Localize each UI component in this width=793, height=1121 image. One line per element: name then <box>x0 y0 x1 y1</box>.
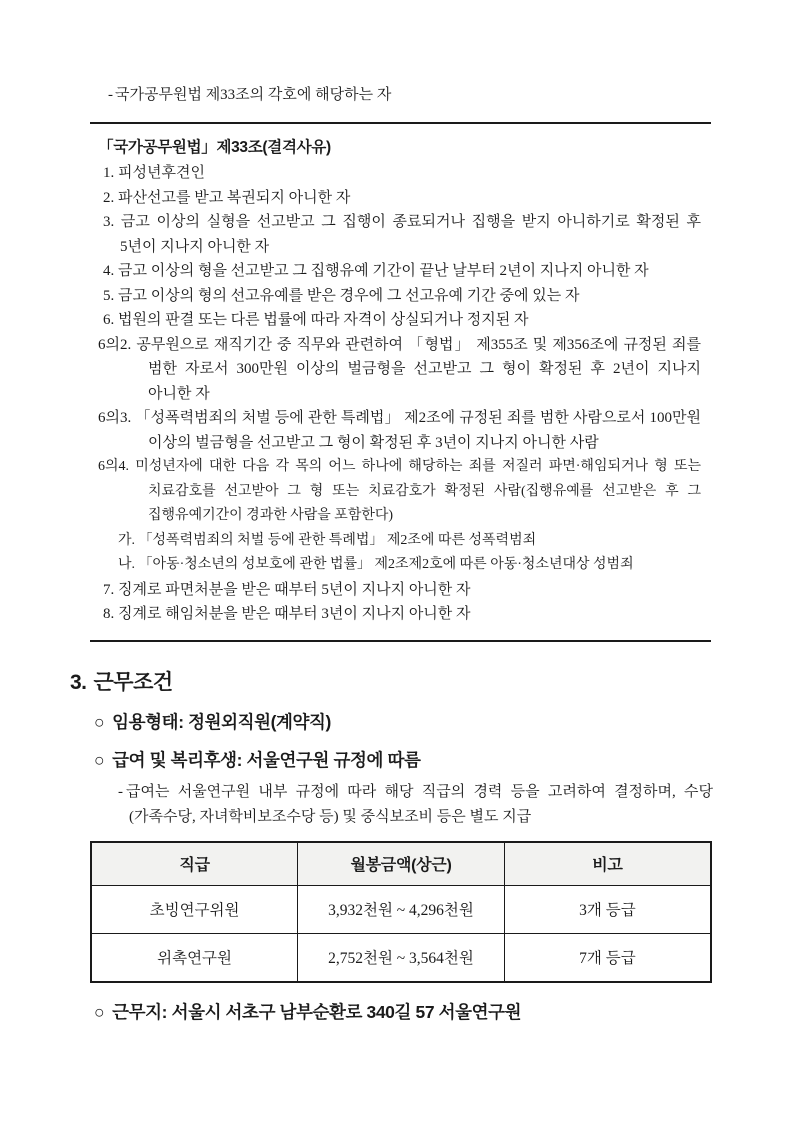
salary-table-header-cell: 비고 <box>504 842 711 886</box>
law-item: 2. 파산선고를 받고 복권되지 아니한 자 <box>103 189 351 206</box>
table-cell: 3개 등급 <box>504 885 711 933</box>
table-cell: 위촉연구원 <box>91 933 298 982</box>
table-cell: 2,752천원 ~ 3,564천원 <box>298 933 505 982</box>
circle-bullet-marker: ○ <box>94 711 105 732</box>
circle-bullet-marker: ○ <box>94 1001 105 1022</box>
bullet-salary-welfare-text: 급여 및 복리후생: 서울연구원 규정에 따름 <box>112 749 421 770</box>
law-item: 5. 금고 이상의 형의 선고유예를 받은 경우에 그 선고유예 기간 중에 있는 자 <box>103 287 580 304</box>
table-cell: 7개 등급 <box>504 933 711 982</box>
salary-table-header-row <box>91 842 711 886</box>
salary-table <box>90 841 712 983</box>
table-cell: 초빙연구위원 <box>91 885 298 933</box>
section-heading <box>70 669 723 696</box>
law-box-title: 「국가공무원법」제33조(결격사유) <box>98 139 331 156</box>
salary-table-header-cell: 월봉금액(상근) <box>298 842 505 886</box>
eligibility-dash-item <box>108 85 711 105</box>
bullet-workplace <box>94 1000 723 1024</box>
bullet-employment-type <box>94 710 721 734</box>
bullet-salary-welfare <box>94 748 721 772</box>
dash-marker: - <box>118 783 123 800</box>
law-item: 3. 금고 이상의 실형을 선고받고 그 집행이 종료되거나 집행을 받지 아니하기로 확정된 후 5년이 지나지 아니한 자 <box>103 214 701 255</box>
law-item: 4. 금고 이상의 형을 선고받고 그 집행유예 기간이 끝난 날부터 2년이 지나지 아니한 자 <box>103 263 649 279</box>
law-item: 6의2. 공무원으로 재직기간 중 직무와 관련하여 「형법」 제355조 및 제356조에 규정된 죄를 범한 자로서 300만원 이상의 벌금형을 선고받고 그 형이 확정된 후 2년이 지나지 아니한 자 <box>98 336 701 402</box>
law-item: 나. 「아동·청소년의 성보호에 관한 법률」 제2조제2호에 따른 아동·청소년대상 성범죄 <box>118 557 634 572</box>
law-item: 1. 피성년후견인 <box>103 165 205 181</box>
law-items <box>98 161 701 627</box>
table-row <box>91 933 711 982</box>
salary-note <box>118 780 713 830</box>
salary-table-header-cell: 직급 <box>91 842 298 886</box>
law-item: 6의3. 「성폭력범죄의 처벌 등에 관한 특례법」 제2조에 규정된 죄를 범한 사람으로서 100만원 이상의 벌금형을 선고받고 그 형이 확정된 후 3년이 지나지 아니한 사람 <box>98 410 701 451</box>
section-title: 근무조건 <box>93 670 173 694</box>
bullet-workplace-text: 근무지: 서울시 서초구 남부순환로 340길 57 서울연구원 <box>112 1001 522 1022</box>
law-item: 6의4. 미성년자에 대한 다음 각 목의 어느 하나에 해당하는 죄를 저질러 파면·해임되거나 형 또는 치료감호를 선고받아 그 형 또는 치료감호가 확정된 사람(집행유예를 선고받은 후 그 집행유예기간이 경과한 사람을 포함한다) <box>98 459 701 523</box>
dash-marker: - <box>108 87 113 103</box>
law-item: 6. 법원의 판결 또는 다른 법률에 따라 자격이 상실되거나 정지된 자 <box>103 312 529 328</box>
salary-note-text: 급여는 서울연구원 내부 규정에 따라 해당 직급의 경력 등을 고려하여 결정하며, 수당(가족수당, 자녀학비보조수당 등) 및 중식보조비 등은 별도 지급 <box>126 783 713 825</box>
law-item: 7. 징계로 파면처분을 받은 때부터 5년이 지나지 아니한 자 <box>103 581 471 598</box>
salary-table-body <box>91 885 711 982</box>
law-excerpt-box <box>90 122 711 642</box>
eligibility-dash-text: 국가공무원법 제33조의 각호에 해당하는 자 <box>115 87 392 103</box>
table-cell: 3,932천원 ~ 4,296천원 <box>298 885 505 933</box>
law-item: 가. 「성폭력범죄의 처벌 등에 관한 특례법」 제2조에 따른 성폭력범죄 <box>118 532 537 548</box>
bullet-employment-type-text: 임용형태: 정원외직원(계약직) <box>112 711 331 732</box>
table-row <box>91 885 711 933</box>
law-item: 8. 징계로 해임처분을 받은 때부터 3년이 지나지 아니한 자 <box>103 606 471 622</box>
circle-bullet-marker: ○ <box>94 749 105 770</box>
section-number: 3. <box>70 670 87 694</box>
